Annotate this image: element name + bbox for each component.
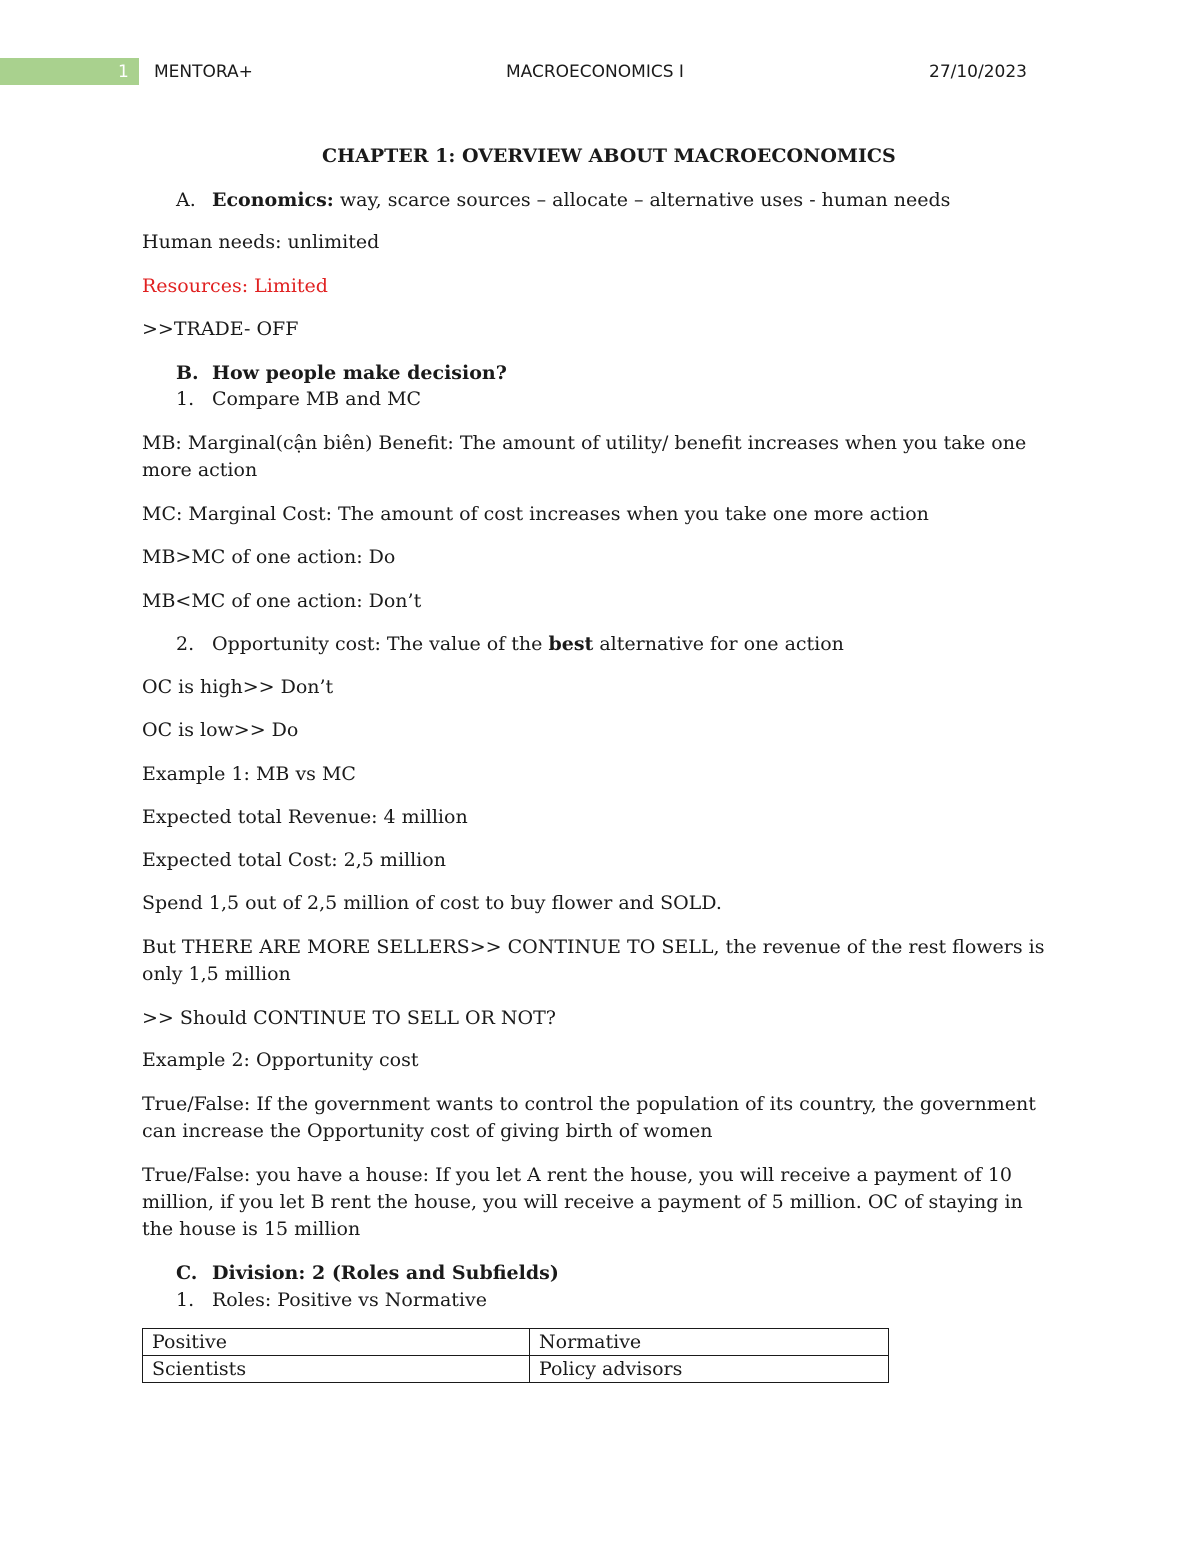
example-1-revenue: Expected total Revenue: 4 million xyxy=(142,806,468,828)
section-c-item-number: 1. xyxy=(176,1289,195,1311)
oc-high-line: OC is high>> Don’t xyxy=(142,676,334,698)
section-b-title: How people make decision? xyxy=(212,362,507,384)
chapter-title: CHAPTER 1: OVERVIEW ABOUT MACROECONOMICS xyxy=(322,145,896,167)
section-a-heading xyxy=(176,187,950,214)
section-b-heading xyxy=(176,360,507,387)
page-number: 1 xyxy=(118,62,129,82)
roles-table xyxy=(142,1328,889,1383)
section-a-title: Economics: xyxy=(212,189,334,211)
example-1-cost: Expected total Cost: 2,5 million xyxy=(142,849,446,871)
tradeoff-line: >>TRADE- OFF xyxy=(142,318,299,340)
example-2-title: Example 2: Opportunity cost xyxy=(142,1049,419,1071)
section-b-label: B. xyxy=(176,362,199,384)
table-cell: Normative xyxy=(530,1329,889,1356)
mb-definition: MB: Marginal(cận biên) Benefit: The amount of utility/ benefit increases when you take one more action xyxy=(142,432,1027,481)
example-1-question: >> Should CONTINUE TO SELL OR NOT? xyxy=(142,1007,556,1029)
human-needs-line: Human needs: unlimited xyxy=(142,231,380,253)
header-date: 27/10/2023 xyxy=(929,62,1027,82)
item-2-text-end: alternative for one action xyxy=(593,633,844,655)
section-c-item-text: Roles: Positive vs Normative xyxy=(212,1289,487,1311)
section-c-item-1 xyxy=(176,1287,487,1314)
header-center-text: MACROECONOMICS I xyxy=(506,62,684,82)
section-c-title: Division: 2 (Roles and Subfields) xyxy=(212,1262,559,1284)
example-1-title: Example 1: MB vs MC xyxy=(142,763,356,785)
section-c-label: C. xyxy=(176,1262,198,1284)
oc-low-line: OC is low>> Do xyxy=(142,719,299,741)
page-header xyxy=(0,58,1200,86)
mc-definition: MC: Marginal Cost: The amount of cost increases when you take one more action xyxy=(142,503,929,525)
item-1-text: Compare MB and MC xyxy=(212,388,422,410)
header-left-text: MENTORA+ xyxy=(154,62,253,82)
section-b-item-2 xyxy=(176,631,844,658)
table-cell: Policy advisors xyxy=(530,1356,889,1383)
table-cell: Positive xyxy=(143,1329,530,1356)
item-1-number: 1. xyxy=(176,388,195,410)
item-2-text-start: Opportunity cost: The value of the xyxy=(212,633,549,655)
table-row xyxy=(143,1356,889,1383)
mb-greater-line: MB>MC of one action: Do xyxy=(142,546,396,568)
example-1-spend: Spend 1,5 out of 2,5 million of cost to buy flower and SOLD. xyxy=(142,892,722,914)
item-2-number: 2. xyxy=(176,633,195,655)
mb-less-line: MB<MC of one action: Don’t xyxy=(142,590,422,612)
item-2-text-bold: best xyxy=(548,633,594,655)
table-cell: Scientists xyxy=(143,1356,530,1383)
true-false-2: True/False: you have a house: If you let A rent the house, you will receive a payment of 10 million, if you let B rent the house, you will receive a payment of 5 million. OC of staying in the house is 15 million xyxy=(142,1164,1023,1240)
section-a-text: way, scarce sources – allocate – alternative uses - human needs xyxy=(333,189,951,211)
section-c-heading xyxy=(176,1260,559,1287)
resources-line: Resources: Limited xyxy=(142,275,328,297)
true-false-1: True/False: If the government wants to control the population of its country, the government can increase the Opportunity cost of giving birth of women xyxy=(142,1093,1036,1142)
section-b-item-1 xyxy=(176,386,421,413)
table-row xyxy=(143,1329,889,1356)
section-a-label: A. xyxy=(176,189,196,211)
example-1-sellers: But THERE ARE MORE SELLERS>> CONTINUE TO SELL, the revenue of the rest flowers is only 1,5 million xyxy=(142,936,1045,985)
